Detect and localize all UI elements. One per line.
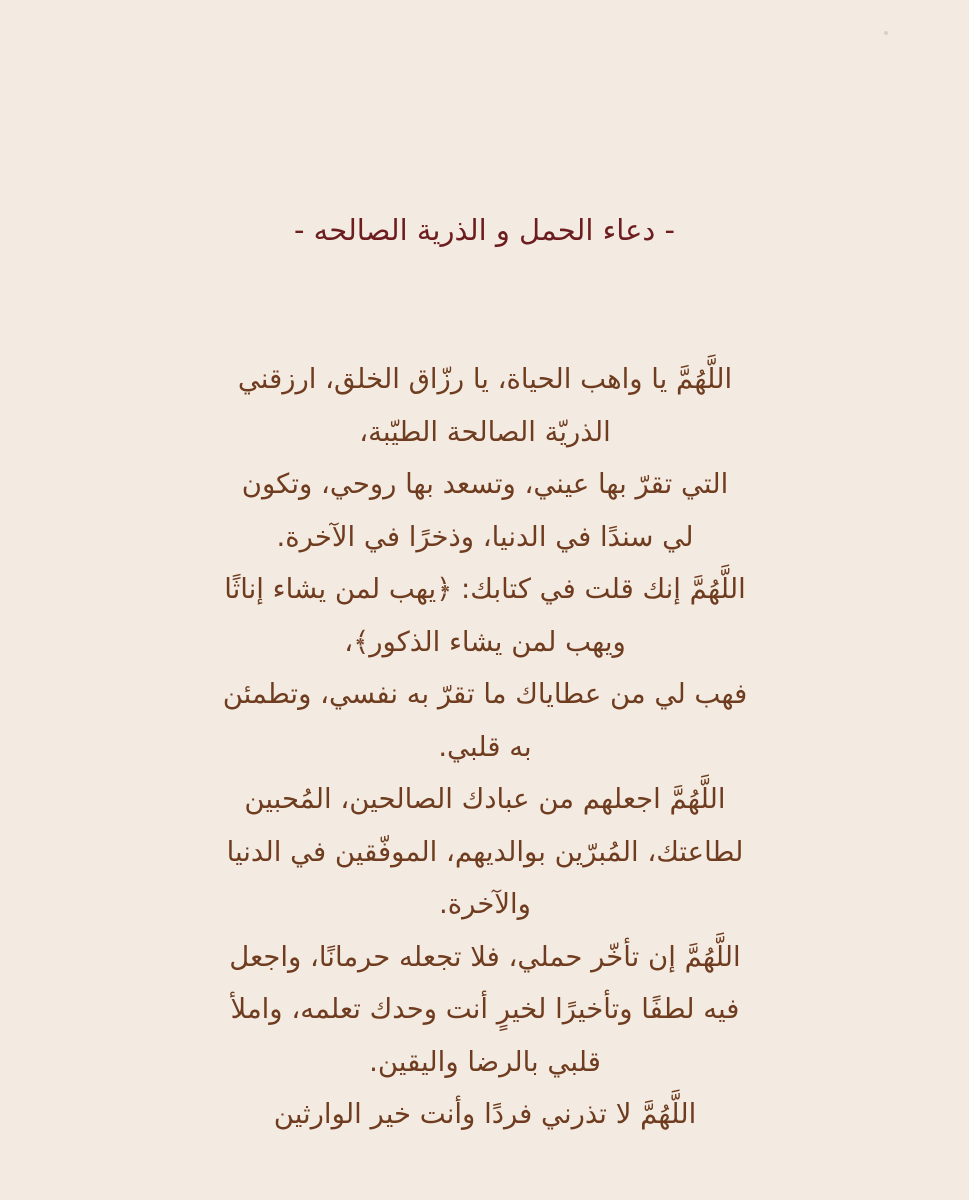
decorative-dot [884, 31, 888, 35]
prayer-line: لي سندًا في الدنيا، وذخرًا في الآخرة. [276, 520, 694, 553]
prayer-line: لطاعتك، المُبرّين بوالديهم، الموفّقين في الدنيا [226, 835, 744, 868]
prayer-line: اللَّهُمَّ إن تأخّر حملي، فلا تجعله حرمانًا، واجعل [229, 940, 741, 973]
prayer-line: ويهب لمن يشاء الذكور﴾، [344, 625, 626, 658]
prayer-line: اللَّهُمَّ يا واهب الحياة، يا رزّاق الخلق، ارزقني [237, 363, 733, 395]
prayer-line: فيه لطفًا وتأخيرًا لخيرٍ أنت وحدك تعلمه، واملأ [230, 993, 740, 1025]
prayer-line: به قلبي. [438, 730, 532, 763]
prayer-line: قلبي بالرضا واليقين. [369, 1045, 601, 1078]
prayer-line: والآخرة. [439, 888, 531, 920]
prayer-line: اللَّهُمَّ لا تذرني فردًا وأنت خير الوارثين [273, 1098, 697, 1130]
page-title: - دعاء الحمل و الذرية الصالحه - [294, 213, 675, 247]
prayer-line: اللَّهُمَّ اجعلهم من عبادك الصالحين، المُحبين [244, 783, 726, 815]
prayer-line: الذريّة الصالحة الطيّبة، [359, 415, 611, 448]
prayer-line: فهب لي من عطاياك ما تقرّ به نفسي، وتطمئن [222, 678, 748, 710]
prayer-line: اللَّهُمَّ إنك قلت في كتابك: ﴿يهب لمن يشاء إناثًا [224, 573, 746, 605]
prayer-text [180, 353, 790, 1141]
prayer-line: التي تقرّ بها عيني، وتسعد بها روحي، وتكون [241, 468, 729, 500]
